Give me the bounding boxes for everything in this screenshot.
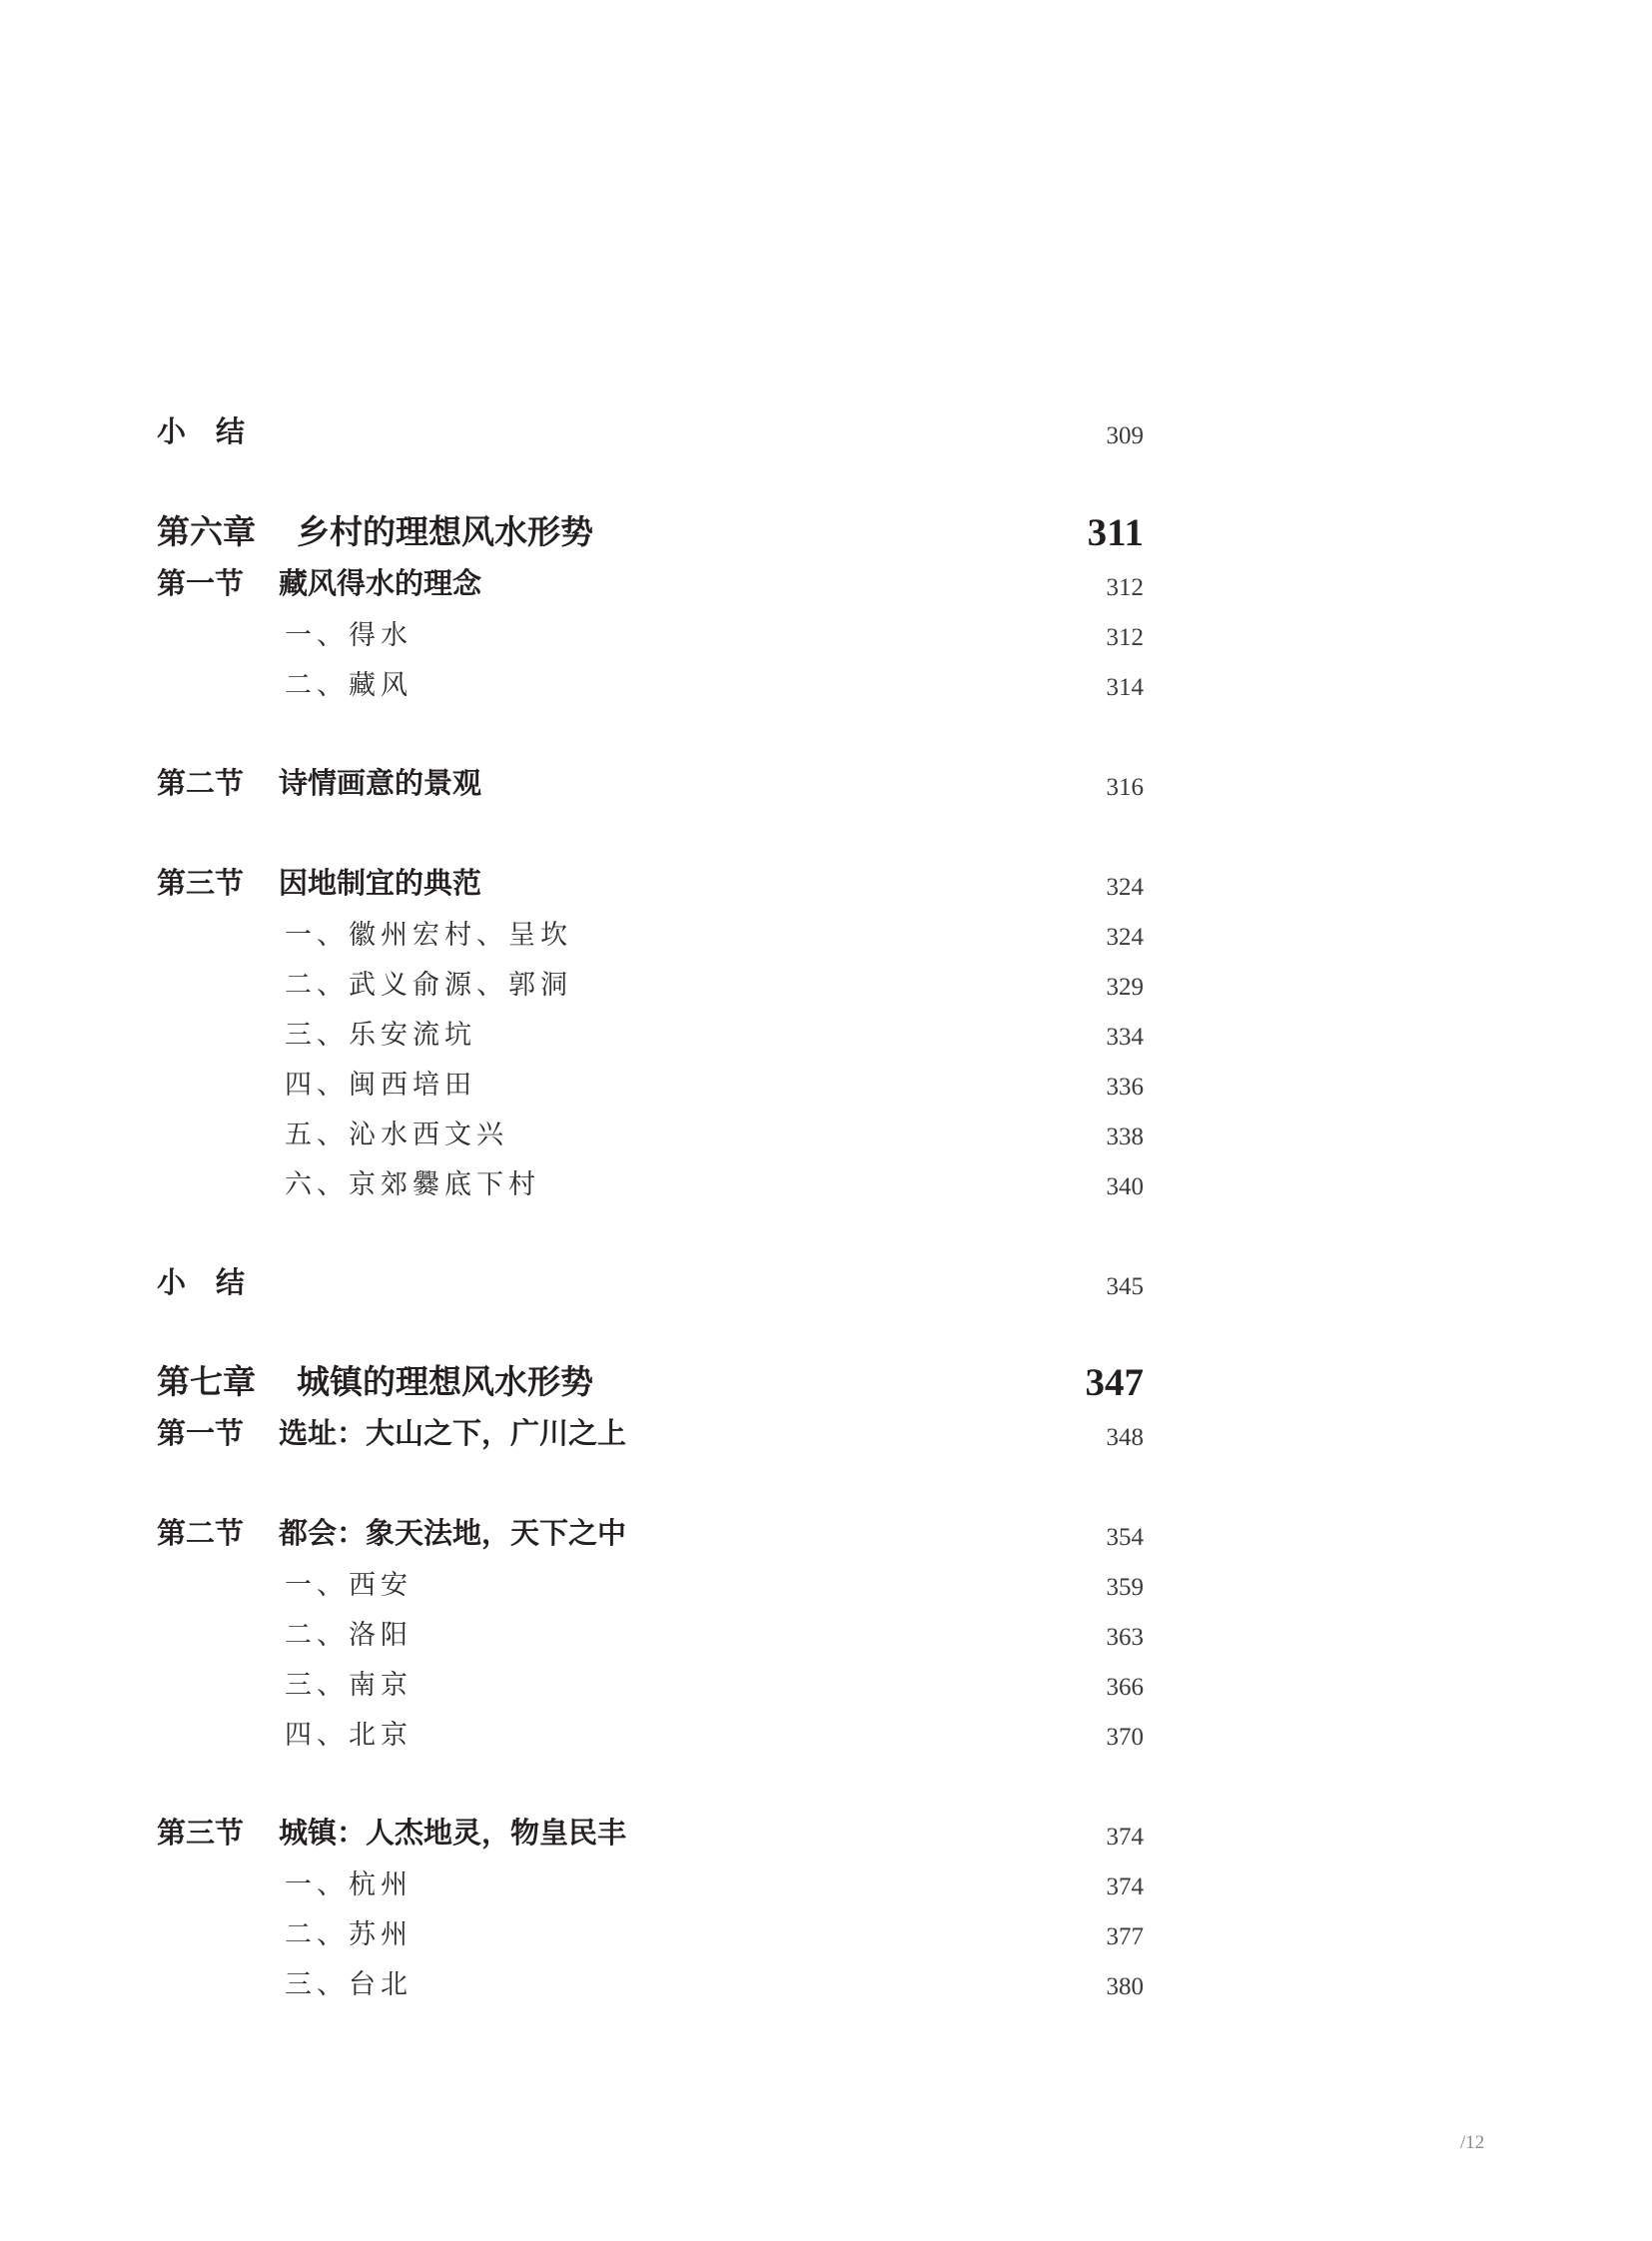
chapter-title: 城镇的理想风水形势 [297,1362,593,1401]
section-number: 第二节 [157,1516,245,1550]
toc-item [157,1561,1144,1611]
toc-summary [157,409,1144,459]
page-number: 354 [1106,1524,1144,1551]
section-number: 第三节 [157,866,245,900]
page-number: 348 [1106,1424,1144,1451]
toc-section [157,561,1144,611]
page-number: 370 [1106,1724,1144,1751]
toc-item [157,611,1144,661]
toc-section [157,1411,1144,1461]
item-label: 二、洛阳 [285,1620,413,1651]
item-label: 三、乐安流坑 [285,1020,476,1051]
page-number: 366 [1106,1674,1144,1701]
toc-section [157,1811,1144,1861]
page-number: 334 [1106,1024,1144,1051]
toc-item [157,1711,1144,1761]
section-title: 城镇：人杰地灵，物皇民丰 [279,1816,627,1850]
toc-summary [157,1260,1144,1310]
toc-item [157,1861,1144,1910]
toc-chapter [157,512,1144,562]
page-number: 380 [1106,1973,1144,2000]
page-number: 374 [1106,1824,1144,1851]
chapter-number: 第七章 [157,1362,256,1401]
toc-item [157,1061,1144,1111]
page-number: 347 [1085,1361,1144,1404]
toc-item [157,1111,1144,1160]
toc-item [157,1661,1144,1711]
toc-item [157,1611,1144,1661]
page-number: 329 [1106,974,1144,1001]
item-label: 二、武义俞源、郭洞 [285,970,572,1001]
section-title: 因地制宜的典范 [279,866,482,900]
page-number: 336 [1106,1074,1144,1101]
section-title: 都会：象天法地，天下之中 [279,1516,627,1550]
chapter-number: 第六章 [157,512,256,551]
page-number: 312 [1106,624,1144,651]
toc-item [157,661,1144,711]
item-label: 二、藏风 [285,670,413,701]
section-title: 藏风得水的理念 [279,566,482,600]
item-label: 五、沁水西文兴 [285,1120,508,1150]
toc-section [157,1511,1144,1561]
toc-item [157,911,1144,961]
item-label: 一、徽州宏村、呈坎 [285,920,572,951]
section-number: 第二节 [157,766,245,800]
section-number: 第三节 [157,1816,245,1850]
page-number: 312 [1106,574,1144,601]
section-title: 选址：大山之下，广川之上 [279,1416,627,1450]
item-label: 一、西安 [285,1570,413,1601]
item-label: 四、闽西培田 [285,1070,476,1101]
toc-item [157,961,1144,1011]
page-number: 363 [1106,1624,1144,1651]
item-label: 二、苏州 [285,1919,413,1950]
page-number: 311 [1087,511,1144,554]
toc-chapter [157,1362,1144,1412]
toc-section [157,861,1144,911]
section-number: 第一节 [157,566,245,600]
item-label: 一、杭州 [285,1869,413,1900]
item-label: 四、北京 [285,1720,413,1751]
item-label: 三、南京 [285,1670,413,1701]
summary-label: 小结 [157,1265,276,1299]
item-label: 六、京郊爨底下村 [285,1169,540,1200]
summary-label: 小结 [157,414,276,448]
page-number: 314 [1106,674,1144,701]
page-number: 359 [1106,1574,1144,1601]
page-number: 374 [1106,1873,1144,1900]
section-number: 第一节 [157,1416,245,1450]
page-number: 338 [1106,1123,1144,1150]
page-number: 309 [1106,422,1144,449]
page-number: 345 [1106,1273,1144,1300]
page-number: 377 [1106,1923,1144,1950]
section-title: 诗情画意的景观 [279,766,482,800]
page-number: 340 [1106,1173,1144,1200]
toc-item [157,1011,1144,1061]
chapter-title: 乡村的理想风水形势 [297,512,593,551]
toc-item [157,1960,1144,2010]
folio-page-number: /12 [1460,2132,1485,2153]
toc-item [157,1910,1144,1960]
item-label: 一、得水 [285,620,413,651]
toc-section [157,761,1144,811]
page-number: 316 [1106,774,1144,801]
item-label: 三、台北 [285,1969,413,2000]
page-number: 324 [1106,874,1144,901]
page-number: 324 [1106,924,1144,951]
toc-item [157,1160,1144,1210]
